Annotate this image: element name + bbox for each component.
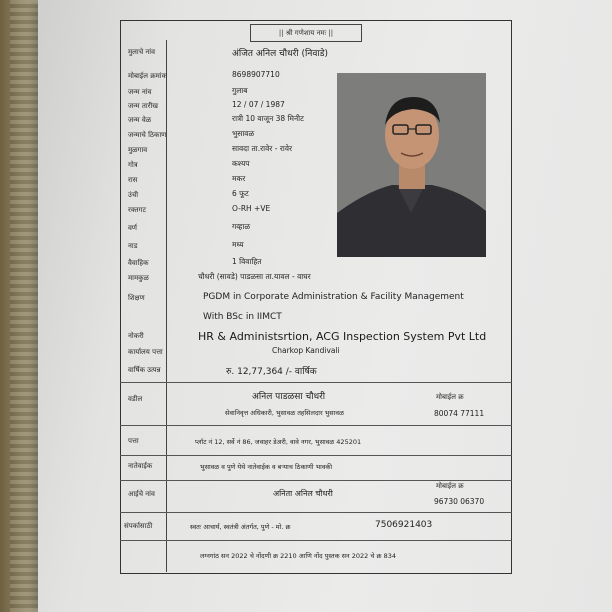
field-value: रात्री 10 वाजून 38 मिनीट — [232, 114, 304, 123]
field-label: नोकरी — [128, 332, 144, 340]
separator-line — [120, 425, 512, 426]
father-detail: सेवानिवृत्त अधिकारी, भुसावळ तहसिलदार भुसावळ — [225, 409, 344, 417]
field-value: चौधरी (सावडे) पाडळसा ता.यावल - वाघर — [198, 272, 311, 281]
separator-line — [120, 382, 512, 383]
field-label: नाड — [128, 242, 138, 250]
father-mobile: 80074 77111 — [434, 409, 485, 418]
field-label: जन्माचे ठिकाण — [128, 131, 167, 139]
field-label: कार्यालय पत्ता — [128, 348, 163, 356]
field-value: Charkop Kandivali — [272, 346, 340, 355]
field-label: मुळगाव — [128, 146, 148, 154]
field-label: रक्तगट — [128, 206, 147, 214]
mother-label: आईचे नांव — [128, 490, 155, 498]
person-portrait-icon — [337, 73, 486, 257]
field-value: 1 विवाहित — [232, 257, 262, 266]
relatives-label: नातेवाईक — [128, 462, 153, 470]
field-label: शिक्षण — [128, 294, 145, 302]
field-label: वर्ण — [128, 224, 137, 232]
field-value: 12 / 07 / 1987 — [232, 100, 285, 109]
field-value: गव्हाळ — [232, 222, 251, 231]
field-value: मकर — [232, 174, 246, 183]
mother-mobile-label: मोबाईल क्र — [436, 482, 464, 490]
field-value: अंजित अनिल चौधरी (निवाडे) — [232, 49, 328, 59]
field-value: मध्य — [232, 240, 244, 249]
field-value: सावदा ता.रावेर - रावेर — [232, 144, 293, 153]
field-label: मुलाचे नांव — [128, 48, 156, 56]
mother-name: अनिता अनिल चौधरी — [273, 489, 333, 498]
field-label: गोत्र — [128, 161, 138, 169]
field-value: गुलाब — [232, 86, 248, 95]
field-value: With BSc in IIMCT — [203, 312, 282, 322]
separator-line — [120, 512, 512, 513]
father-name: अनिल पाडळसा चौधरी — [252, 392, 326, 402]
address-label: पत्ता — [128, 437, 139, 445]
mother-mobile: 96730 06370 — [434, 497, 485, 506]
separator-line — [120, 455, 512, 456]
field-value: 8698907710 — [232, 70, 280, 79]
field-label: जन्म वेळ — [128, 116, 152, 124]
relatives-value: भुसावळ व पुणे येथे नातेवाईक व बऱ्याच ठिकाणी भावकी — [200, 463, 333, 471]
field-value: कश्यप — [232, 159, 250, 168]
document-header: || श्री गणेशाय नमः || — [250, 24, 362, 42]
profile-photo — [337, 73, 486, 257]
father-mobile-label: मोबाईल क्र — [436, 393, 464, 401]
separator-line — [120, 480, 512, 481]
field-label: उंची — [128, 191, 139, 199]
separator-line — [120, 540, 512, 541]
address-value: प्लॉट नं 12, सर्वे नं 86, जवाहर डेअरी, वावे नगर, भुसावळ 425201 — [195, 438, 362, 446]
contact-label: संपर्कासाठी — [124, 522, 153, 530]
field-label: मामकुळ — [128, 274, 149, 282]
field-value: भुसावळ — [232, 129, 255, 138]
field-label: जन्म नांव — [128, 88, 152, 96]
field-label: जन्म तारीख — [128, 102, 159, 110]
field-value: रु. 12,77,364 /- वार्षिक — [226, 367, 317, 377]
contact-phone: 7506921403 — [375, 520, 433, 530]
footer-note: लग्नगांठ सन 2022 चे नोंदणी क्र 2210 आणि नोंद पुस्तक सन 2022 चे क्र 834 — [200, 552, 396, 560]
father-label: वडील — [128, 395, 143, 403]
contact-value: स्वतः आचार्य, स्वतंत्री अंतर्गत, पुणे - मो. क्र — [190, 523, 291, 531]
field-value: O-RH +VE — [232, 204, 271, 213]
column-divider — [166, 40, 167, 572]
field-value: HR & Administsrtion, ACG Inspection System Pvt Ltd — [198, 330, 487, 343]
field-value: 6 फूट — [232, 189, 249, 198]
field-label: रास — [128, 176, 138, 184]
field-label: वैवाहिक — [128, 259, 149, 267]
field-label: वार्षिक उत्पन्न — [128, 366, 161, 374]
field-value: PGDM in Corporate Administration & Facility Management — [203, 292, 464, 302]
field-label: मोबाईल क्रमांक — [128, 72, 167, 80]
